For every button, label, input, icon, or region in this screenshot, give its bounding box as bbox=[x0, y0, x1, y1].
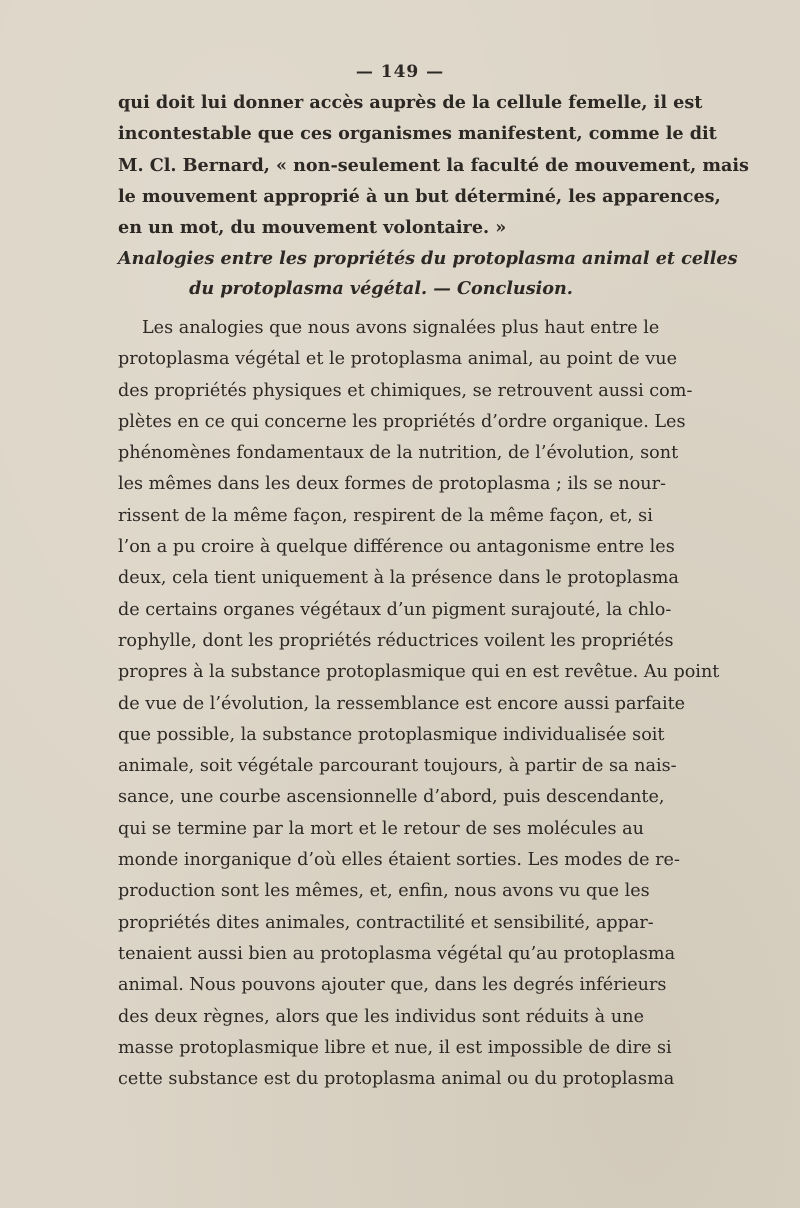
page-number: — 149 — bbox=[355, 62, 445, 82]
section-heading-line-1: Analogies entre les propriétés du protoplasma animal et celles bbox=[118, 248, 738, 269]
text-line: que possible, la substance protoplasmique individualisée soit bbox=[118, 724, 665, 745]
text-line: propres à la substance protoplasmique qui en est revêtue. Au point bbox=[118, 662, 720, 683]
text-line: l’on a pu croire à quelque différence ou antagonisme entre les bbox=[118, 537, 675, 558]
text-line: les mêmes dans les deux formes de protoplasma ; ils se nour- bbox=[118, 474, 666, 495]
text-line: de vue de l’évolution, la ressemblance est encore aussi parfaite bbox=[118, 693, 686, 714]
text-line: animale, soit végétale parcourant toujours, à partir de sa nais- bbox=[118, 756, 677, 777]
text-line: sance, une courbe ascensionnelle d’abord, puis descendante, bbox=[118, 787, 665, 808]
text-line: masse protoplasmique libre et nue, il est impossible de dire si bbox=[118, 1037, 672, 1058]
text-line: plètes en ce qui concerne les propriétés d’ordre organique. Les bbox=[118, 411, 686, 432]
text-line: qui se termine par la mort et le retour de ses molécules au bbox=[118, 818, 644, 839]
section-heading-line-2: du protoplasma végétal. — Conclusion. bbox=[189, 278, 573, 299]
text-line: tenaient aussi bien au protoplasma végétal qu’au protoplasma bbox=[118, 943, 676, 964]
text-line: qui doit lui donner accès auprès de la cellule femelle, il est bbox=[118, 92, 703, 113]
text-line: animal. Nous pouvons ajouter que, dans les degrés inférieurs bbox=[118, 975, 667, 996]
text-line: le mouvement approprié à un but déterminé, les apparences, bbox=[118, 185, 721, 207]
text-line: propriétés dites animales, contractilité et sensibilité, appar- bbox=[118, 912, 654, 933]
section-heading bbox=[118, 244, 738, 304]
text-line: rissent de la même façon, respirent de la même façon, et, si bbox=[118, 505, 653, 526]
text-line: des deux règnes, alors que les individus sont réduits à une bbox=[118, 1006, 644, 1027]
text-line: Les analogies que nous avons signalées plus haut entre le bbox=[142, 318, 660, 338]
paragraph-2 bbox=[118, 313, 720, 1095]
text-line: phénomènes fondamentaux de la nutrition, de l’évolution, sont bbox=[118, 443, 679, 464]
text-line: incontestable que ces organismes manifestent, comme le dit bbox=[118, 123, 717, 145]
paragraph-1 bbox=[118, 87, 749, 243]
text-line: en un mot, du mouvement volontaire. » bbox=[118, 217, 507, 239]
text-line: des propriétés physiques et chimiques, se retrouvent aussi com- bbox=[118, 380, 693, 401]
text-line: deux, cela tient uniquement à la présence dans le protoplasma bbox=[118, 568, 679, 589]
text-line: rophylle, dont les propriétés réductrices voilent les propriétés bbox=[118, 630, 674, 651]
text-line: protoplasma végétal et le protoplasma animal, au point de vue bbox=[118, 349, 677, 370]
text-line: cette substance est du protoplasma animal ou du protoplasma bbox=[118, 1069, 675, 1090]
text-line: M. Cl. Bernard, « non-seulement la faculté de mouvement, mais bbox=[118, 154, 749, 176]
text-line: de certains organes végétaux d’un pigment surajouté, la chlo- bbox=[118, 599, 672, 620]
text-line: monde inorganique d’où elles étaient sorties. Les modes de re- bbox=[118, 850, 680, 871]
text-line: production sont les mêmes, et, enfin, nous avons vu que les bbox=[118, 881, 650, 902]
